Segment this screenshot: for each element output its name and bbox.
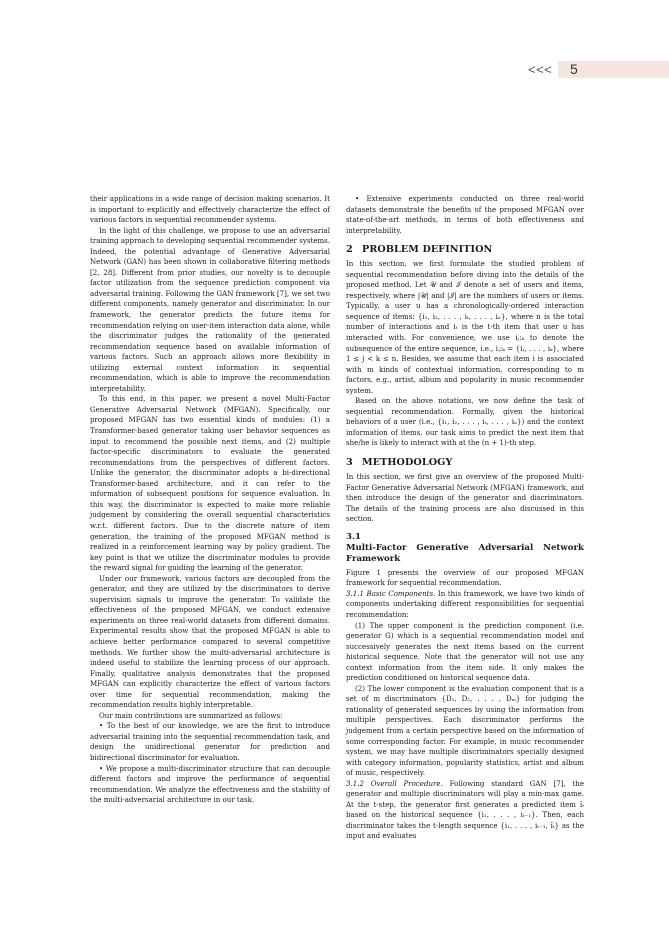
subsubsection-label: 3.1.1 Basic Components. (346, 588, 436, 598)
right-column (346, 194, 584, 842)
paragraph: In the light of this challenge, we propose to use an adversarial training approach to developing sequential recommender systems. Indeed, the potential advantage of Generative Adversarial Network (GAN) has been shown in collaborative filtering methods [2, 28]. Different from prior studies, our novelty is to decouple factor utilization from the sequence prediction component via adversarial training. Following the GAN framework [7], we set two different components, namely generator and discriminator. In our framework, the generator predicts the future items for recommendation relying on user-item interaction data alone, while the discriminator judges the rationality of the generated recommendation sequence based on available information of various factors. Such an approach allows more flexibility in utilizing external context information in sequential recommendation, which is able to improve the recommendation interpretability. (90, 225, 330, 393)
subsection-title: Multi-Factor Generative Adversarial Network Framework (346, 542, 584, 564)
page-number: 5 (570, 61, 578, 77)
left-column (90, 194, 330, 806)
bullet-text: We propose a multi-discriminator structure that can decouple different factors and improve the performance of sequential recommendation. We analyze the effectiveness and the stability of the multi-adversarial architecture in our task. (90, 763, 330, 805)
section-heading (346, 244, 584, 256)
page-number-badge (558, 61, 669, 78)
paragraph: Based on the above notations, we now define the task of sequential recommendation. Formally, given the historical behaviors of a user (i.e., {i₁, i₂, . . . , iₜ, . . . , iₙ}) and the context information of items, our task aims to predict the next item that she/he is likely to interact with at the (n + 1)-th step. (346, 396, 584, 448)
paragraph (346, 779, 584, 842)
paragraph: Under our framework, various factors are decoupled from the generator, and they are utilized by the discriminators to derive supervision signals to improve the generator. To validate the effectiveness of the proposed MFGAN, we conduct extensive experiments on three real-world datasets from different domains. Experimental results show that the proposed MFGAN is able to achieve better performance compared to several competitive methods. We further show the multi-adversarial architecture is indeed useful to stabilize the learning process of our approach. Finally, qualitative analysis demonstrates that the proposed MFGAN can explicitly characterize the effect of various factors over time for sequential recommendation, making the recommendation results highly interpretable. (90, 573, 330, 710)
paragraph: In this section, we first give an overview of the proposed Multi-Factor Generative Adversarial Network (MFGAN) framework, and then introduce the design of the generator and discriminators. The details of the training process are also discussed in this section. (346, 472, 584, 524)
paragraph-text: In this framework, we have two kinds of components undertaking different responsibilities for sequential recommendation: (346, 588, 584, 619)
paragraph: Figure 1 presents the overview of our proposed MFGAN framework for sequential recommendation. (346, 567, 584, 588)
section-number: 3 (346, 457, 353, 469)
subsubsection-label: 3.1.2 Overall Procedure. (346, 778, 443, 788)
paragraph-text: Following standard GAN [7], the generator and multiple discriminators will play a min-max game. At the t-step, the generator first generates a predicted item îₜ based on the historical sequence {i₁, . . . , iₜ₋₁}. Then, each discriminator takes the t-length sequence {i₁, . . . , iₜ₋₁, îₜ} as the input and evaluates (346, 778, 585, 841)
subsection-number: 3.1 (346, 531, 361, 542)
page-header (520, 61, 669, 78)
bullet-item (346, 194, 584, 236)
paragraph (346, 589, 584, 621)
bullet-icon: • (99, 763, 104, 773)
bullet-item (90, 764, 330, 806)
bullet-icon: • (99, 721, 104, 731)
section-number: 2 (346, 244, 353, 256)
bullet-item (90, 721, 330, 763)
section-title: METHODOLOGY (362, 457, 453, 469)
paragraph: (1) The upper component is the prediction component (i.e. generator G) which is a sequential recommendation model and successively generates the next items based on the current historical sequence. Note that the generator will not use any context information from the item side. It only makes the prediction conditioned on historical sequence data. (346, 620, 584, 683)
section-title: PROBLEM DEFINITION (362, 244, 493, 256)
bullet-text: To the best of our knowledge, we are the first to introduce adversarial training into the sequential recommendation task, and design the unidirectional generator for prediction and bidirectional discriminator for evaluation. (90, 721, 330, 762)
bullet-icon: • (355, 194, 360, 203)
paragraph: (2) The lower component is the evaluation component that is a set of m discriminators {D₁, D₂, . . . , Dₘ} for judging the rationality of generated sequences by using the information from multiple perspectives. Each discriminator performs the judgement from a certain perspective based on the information of some corresponding factor. For example, in music recommender system, we may have multiple discriminators specially designed with category information, popularity statistics, artist and album of music, respectively. (346, 683, 584, 778)
subsection-heading (346, 532, 584, 565)
paragraph: their applications in a wide range of decision making scenarios. It is important to explicitly and effectively characterize the effect of various factors in sequential recommender systems. (90, 194, 330, 225)
bullet-text: Extensive experiments conducted on three real-world datasets demonstrate the benefits of the proposed MFGAN over state-of-the-art methods, in terms of both effectiveness and interpretability. (346, 194, 584, 235)
paragraph: In this section, we first formulate the studied problem of sequential recommendation before diving into the details of the proposed method. Let 𝒰 and ℐ denote a set of users and items, respectively, where |𝒰| and |ℐ| are the numbers of users or items. Typically, a user u has a chronologically-ordered interaction sequence of items: {i₁, i₂, . . . , iₜ, . . . , iₙ}, where n is the total number of interactions and iₜ is the t-th item that user u has interacted with. For convenience, we use iⱼ:ₖ to denote the subsequence of the entire sequence, i.e., iⱼ:ₖ = {iⱼ, . . . , iₖ}, where 1 ≤ j < k ≤ n. Besides, we assume that each item i is associated with m kinds of contextual information, corresponding to m factors, e.g., artist, album and popularity in music recommender system. (346, 259, 584, 395)
back-chevrons-icon[interactable]: <<< (528, 62, 553, 77)
paragraph: To this end, in this paper, we present a novel Multi-Factor Generative Adversarial Network (MFGAN). Specifically, our proposed MFGAN has two essential kinds of modules: (1) a Transformer-based generator taking user behavior sequences as input to recommend the possible next items, and (2) multiple factor-specific discriminators to evaluate the generated recommendations from the perspectives of different factors. Unlike the generator, the discriminator adopts a bi-directional Transformer-based architecture, and it can refer to the information of subsequent positions for sequence evaluation. In this way, the discriminator is expected to make more reliable judgement by considering the overall sequential characteristics w.r.t. different factors. Due to the discrete nature of item generation, the training of the proposed MFGAN method is realized in a reinforcement learning way by policy gradient. The key point is that we utilize the discriminator modules to provide the reward signal for guiding the learning of the generator. (90, 394, 330, 573)
paragraph: Our main contributions are summarized as follows: (99, 710, 283, 720)
section-heading (346, 457, 584, 469)
